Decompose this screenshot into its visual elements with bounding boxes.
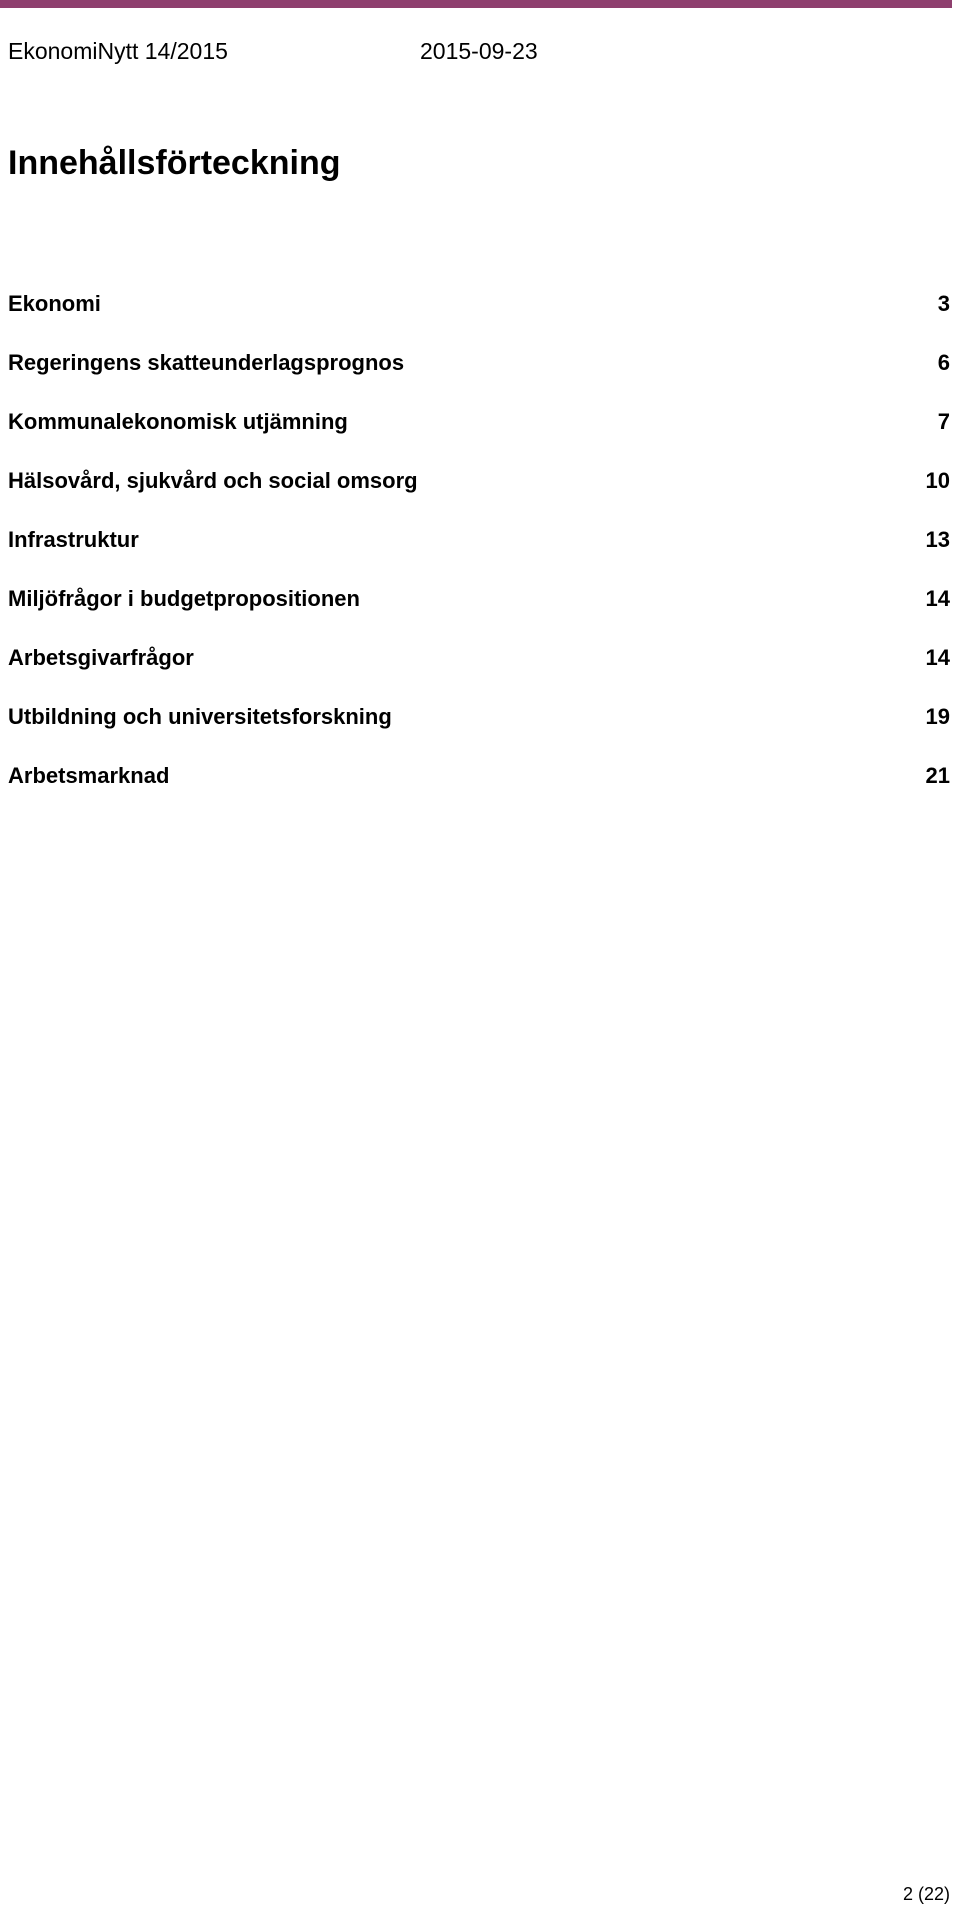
toc-entry-page: 14 [925,645,950,670]
publication-date: 2015-09-23 [420,38,538,64]
toc-entry-utbildning[interactable] [8,699,950,758]
toc-entry-label: Arbetsmarknad [8,763,170,788]
toc-entry-page: 10 [925,468,950,493]
toc-entry-label: Regeringens skatteunderlagsprognos [8,350,405,375]
page-header [8,38,952,68]
publication-name: EkonomiNytt 14/2015 [8,38,228,64]
toc-entry-page: 6 [937,350,950,375]
toc-title: Innehållsförteckning [8,144,341,182]
toc-entry-page: 13 [925,527,950,552]
toc-entry-page: 14 [925,586,950,611]
header-rule [0,0,952,8]
toc-entry-arbetsgivarfragor[interactable] [8,640,950,699]
toc-entry-label: Miljöfrågor i budgetpropositionen [8,586,360,611]
toc-entry-ekonomi[interactable] [8,286,950,345]
toc-list [8,286,950,817]
toc-entry-skatteunderlagsprognos[interactable] [8,345,950,404]
toc-entry-page: 19 [925,704,950,729]
toc-entry-utjamning[interactable] [8,404,950,463]
toc-entry-label: Hälsovård, sjukvård och social omsorg [8,468,418,493]
toc-entry-label: Infrastruktur [8,527,139,552]
toc-entry-label: Ekonomi [8,291,101,316]
toc-entry-page: 7 [937,409,950,434]
toc-entry-page: 21 [925,763,950,788]
page-indicator: 2 (22) [902,1884,950,1904]
toc-entry-label: Utbildning och universitetsforskning [8,704,392,729]
toc-entry-arbetsmarknad[interactable] [8,758,950,817]
toc-entry-miljofragor[interactable] [8,581,950,640]
toc-entry-halsovard[interactable] [8,463,950,522]
toc-entry-page: 3 [937,291,950,316]
toc-entry-label: Kommunalekonomisk utjämning [8,409,348,434]
toc-entry-infrastruktur[interactable] [8,522,950,581]
toc-entry-label: Arbetsgivarfrågor [8,645,194,670]
